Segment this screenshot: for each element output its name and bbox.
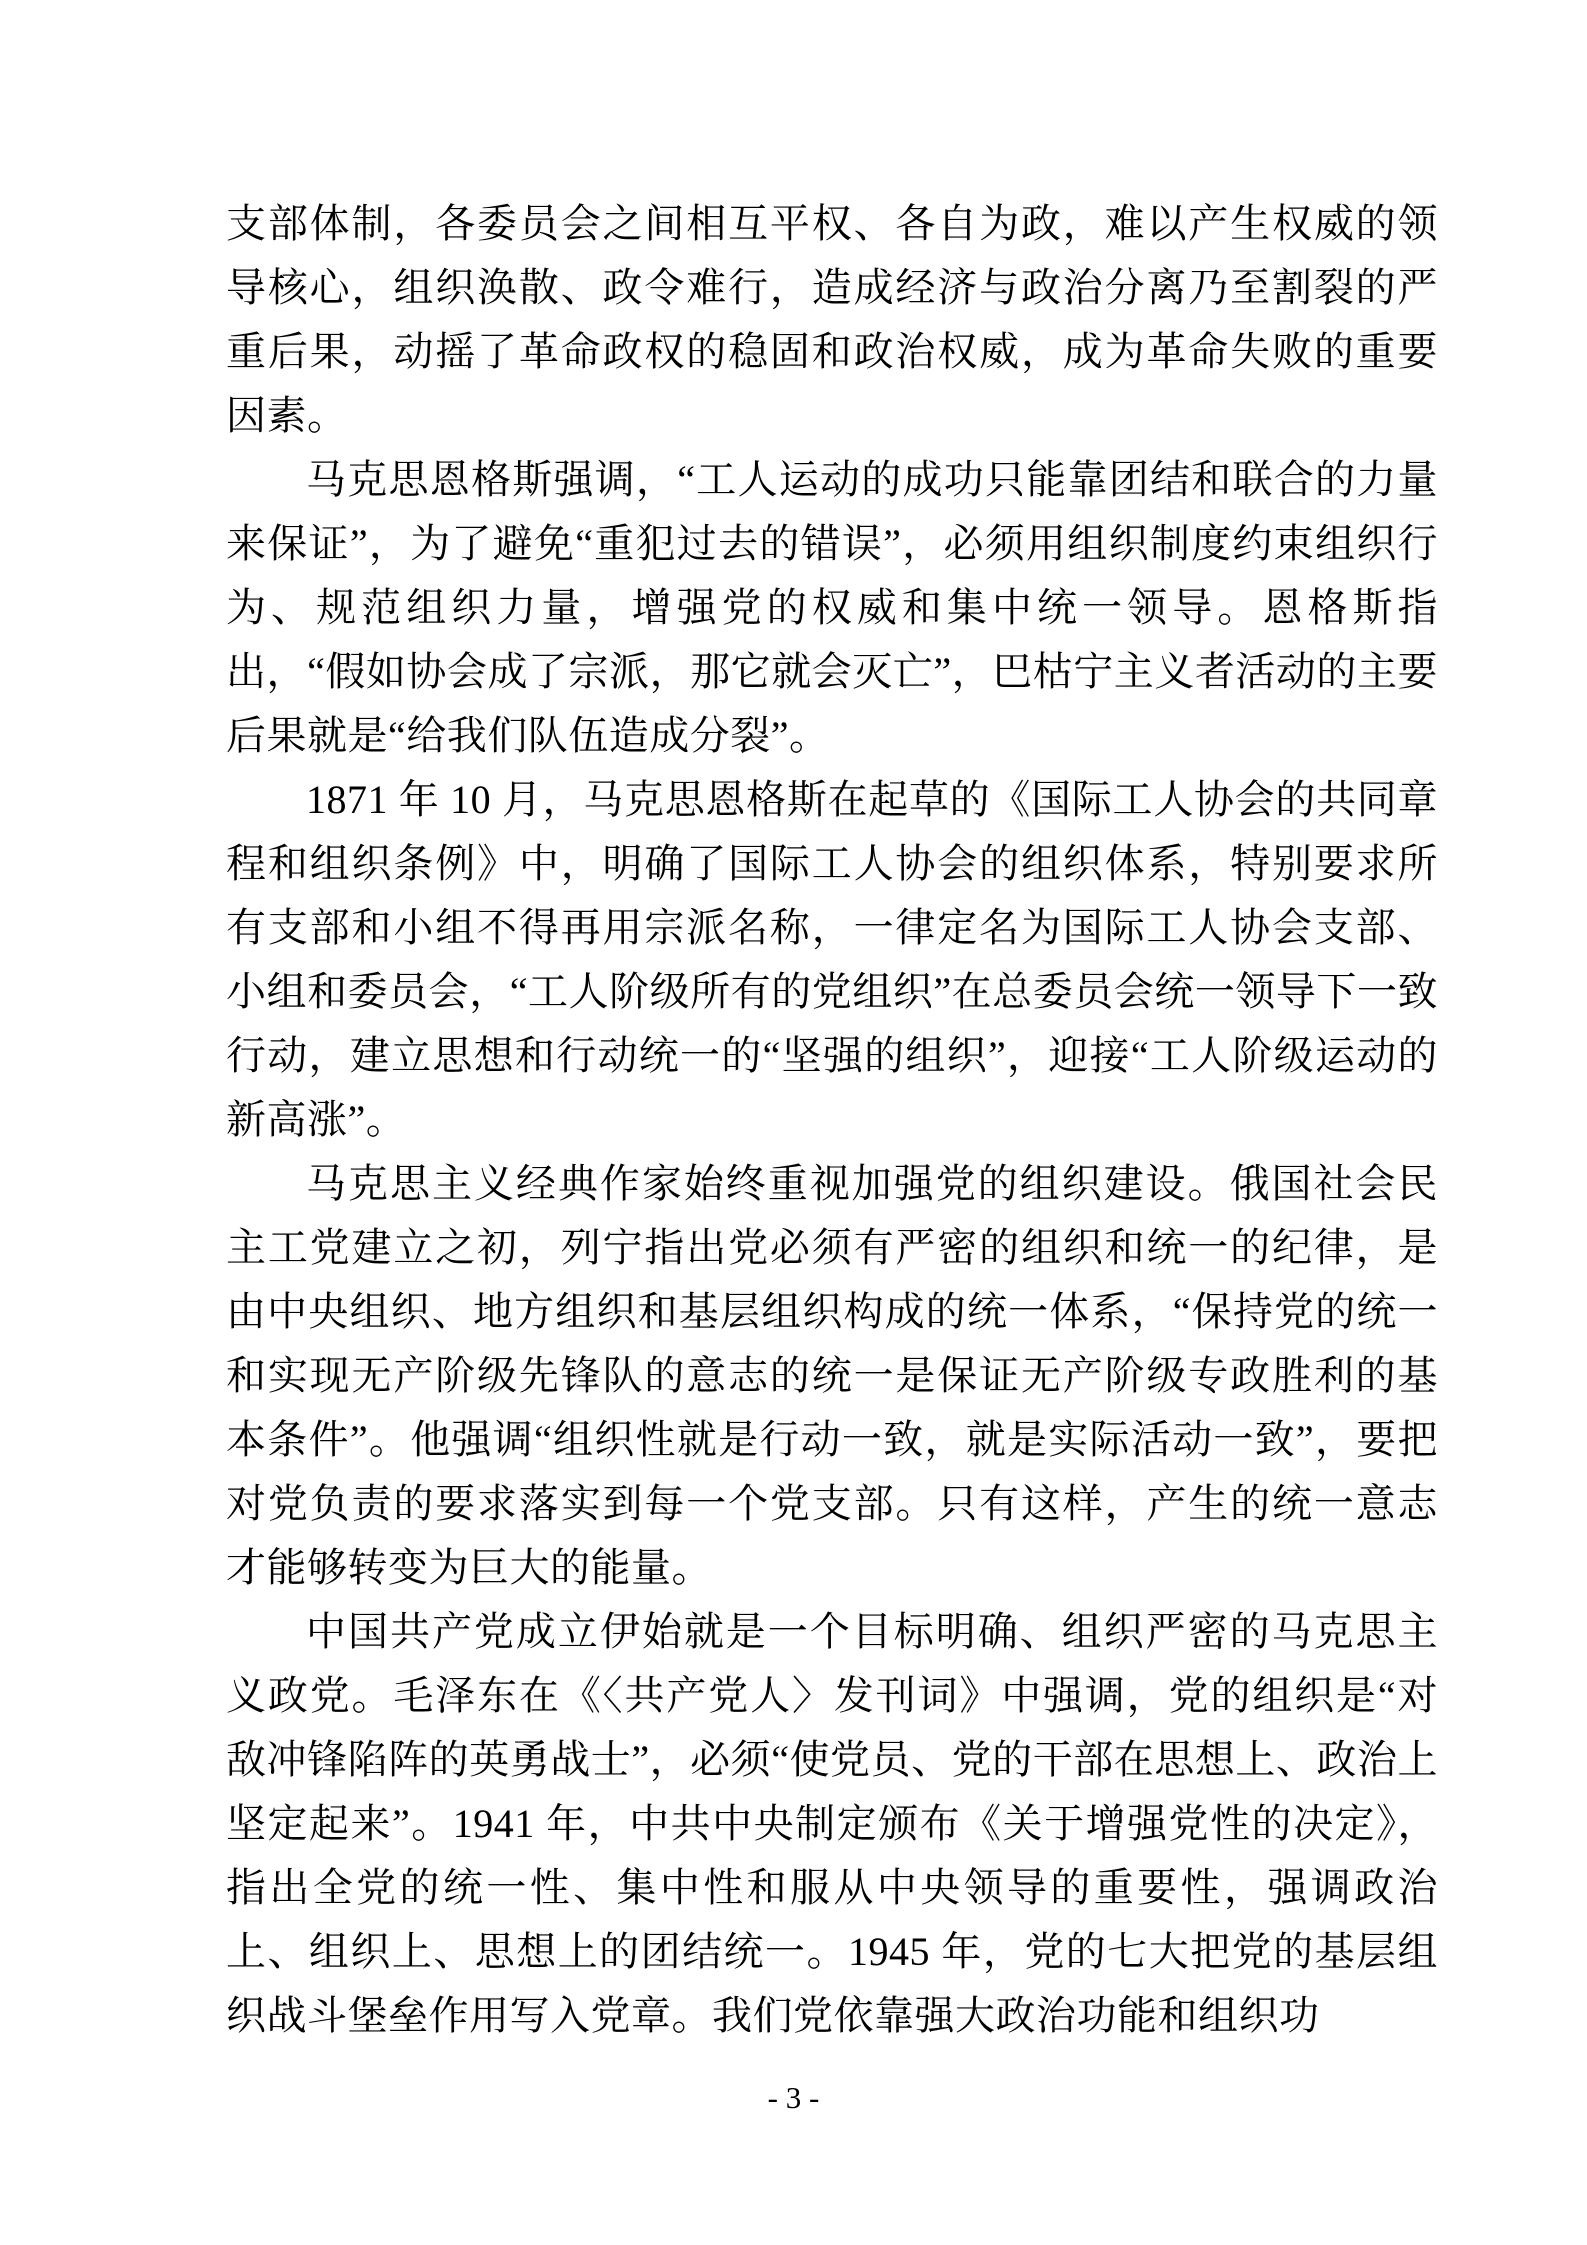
paragraph: 中国共产党成立伊始就是一个目标明确、组织严密的马克思主义政党。毛泽东在《〈共产党人〉发刊词》中强调，党的组织是“对敌冲锋陷阵的英勇战士”，必须“使党员、党的干部在思想上、政治上坚定起来”。1941 年，中共中央制定颁布《关于增强党性的决定》，指出全党的统一性、集中性和服从中央领导的重要性，强调政治上、组织上、思想上的团结统一。1945 年，党的七大把党的基层组织战斗堡垒作用写入党章。我们党依靠强大政治功能和组织功 <box>226 1609 1438 2038</box>
paragraph: 支部体制，各委员会之间相互平权、各自为政，难以产生权威的领导核心，组织涣散、政令难行，造成经济与政治分离乃至割裂的严重后果，动摇了革命政权的稳固和政治权威，成为革命失败的重要因素。 <box>226 201 1438 438</box>
page-number: - 3 - <box>767 2080 820 2115</box>
body-text <box>226 192 1438 2048</box>
paragraph: 1871 年 10 月，马克思恩格斯在起草的《国际工人协会的共同章程和组织条例》中，明确了国际工人协会的组织体系，特别要求所有支部和小组不得再用宗派名称，一律定名为国际工人协会支部、小组和委员会，“工人阶级所有的党组织”在总委员会统一领导下一致行动，建立思想和行动统一的“坚强的组织”，迎接“工人阶级运动的新高涨”。 <box>226 777 1438 1142</box>
paragraph: 马克思恩格斯强调，“工人运动的成功只能靠团结和联合的力量来保证”，为了避免“重犯过去的错误”，必须用组织制度约束组织行为、规范组织力量，增强党的权威和集中统一领导。恩格斯指出，“假如协会成了宗派，那它就会灭亡”，巴枯宁主义者活动的主要后果就是“给我们队伍造成分裂”。 <box>226 457 1438 758</box>
paragraph: 马克思主义经典作家始终重视加强党的组织建设。俄国社会民主工党建立之初，列宁指出党必须有严密的组织和统一的纪律，是由中央组织、地方组织和基层组织构成的统一体系，“保持党的统一和实现无产阶级先锋队的意志的统一是保证无产阶级专政胜利的基本条件”。他强调“组织性就是行动一致，就是实际活动一致”，要把对党负责的要求落实到每一个党支部。只有这样，产生的统一意志才能够转变为巨大的能量。 <box>226 1161 1438 1590</box>
